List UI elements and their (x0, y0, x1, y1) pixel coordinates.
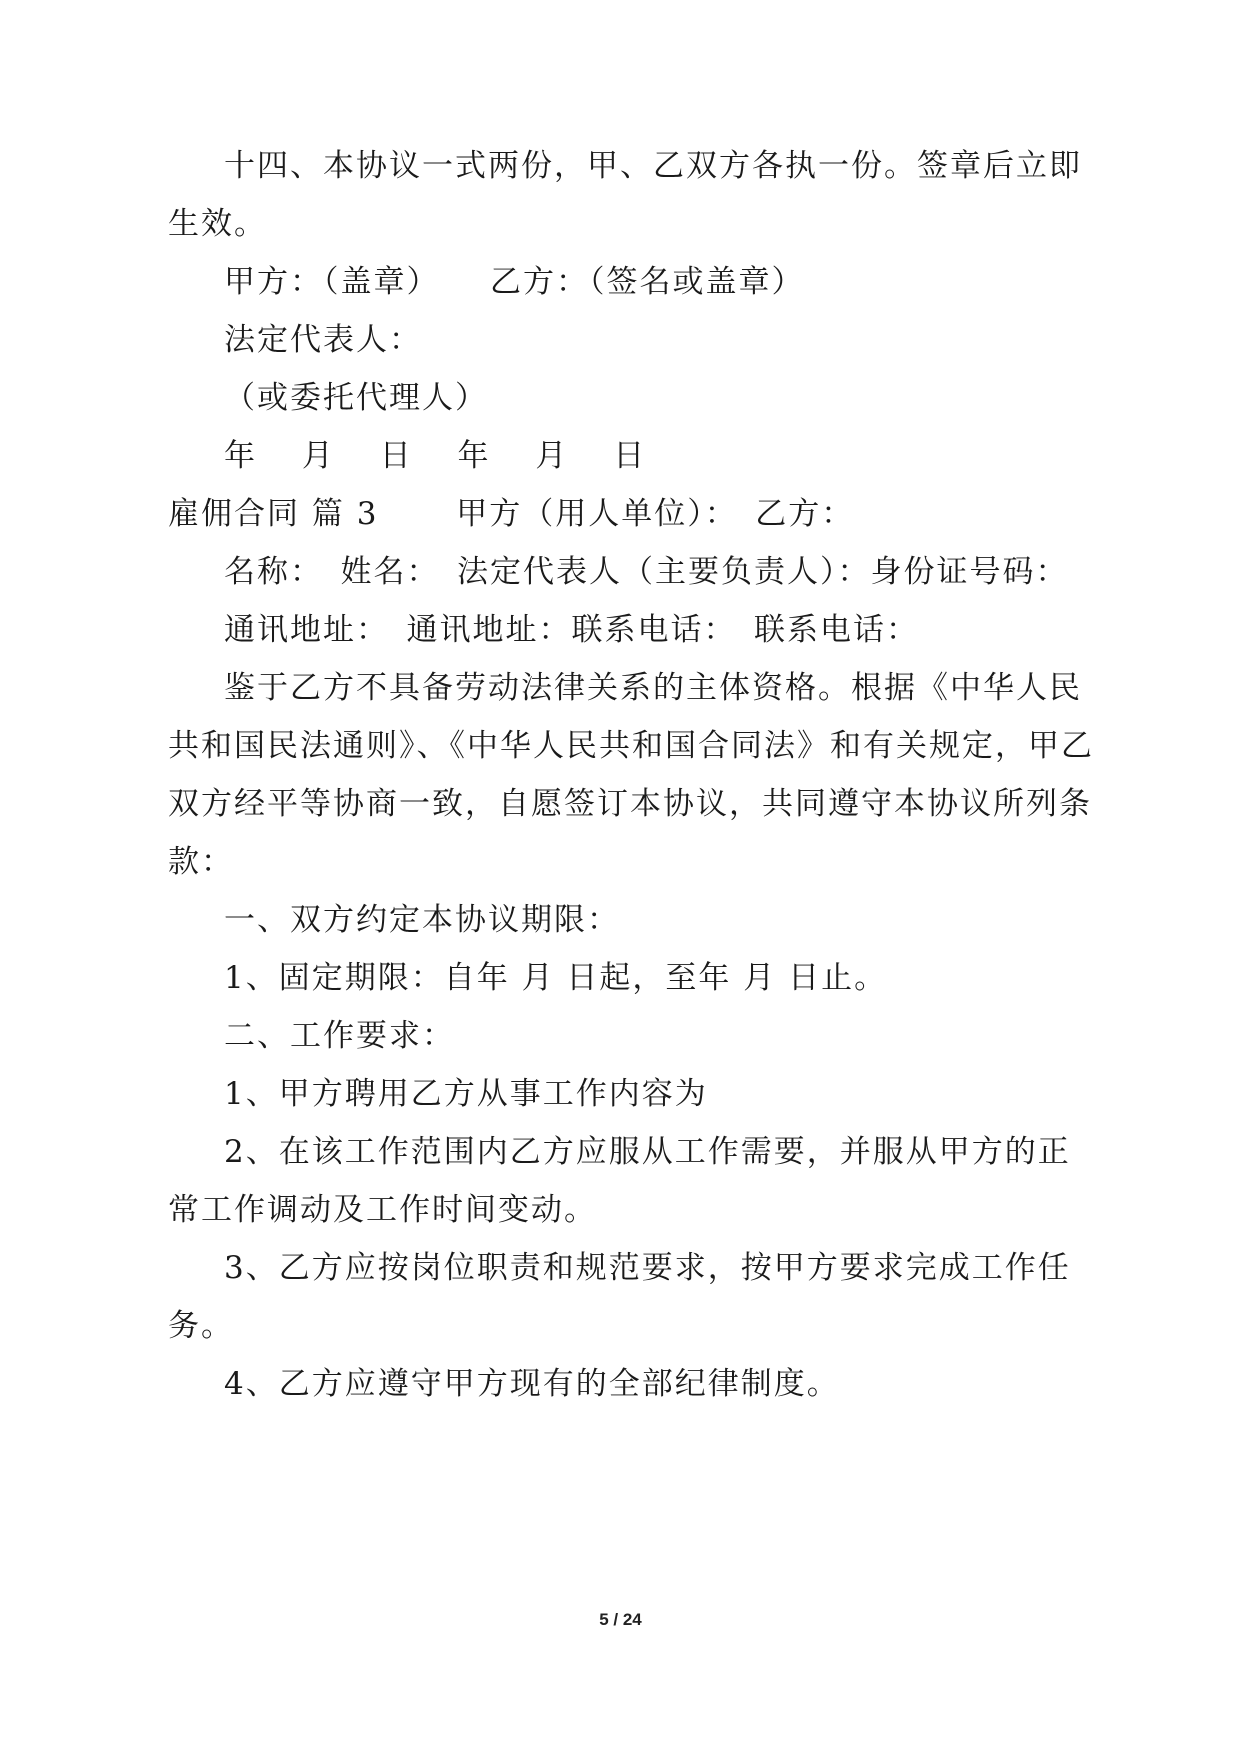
text-line: 生效。 (168, 206, 267, 242)
text-line: 二、工作要求： (224, 1018, 455, 1054)
text-line: 双方经平等协商一致，自愿签订本协议，共同遵守本协议所列条 (168, 786, 1092, 822)
text-line: 1、甲方聘用乙方从事工作内容为 (224, 1076, 708, 1112)
text-line: （或委托代理人） (224, 380, 488, 416)
text-line: 法定代表人： (224, 322, 422, 358)
text-line: 3、乙方应按岗位职责和规范要求，按甲方要求完成工作任 (224, 1250, 1071, 1286)
text-line: 4、乙方应遵守甲方现有的全部纪律制度。 (224, 1366, 840, 1402)
text-line: 常工作调动及工作时间变动。 (168, 1192, 597, 1228)
text-line: 款： (168, 844, 234, 880)
text-line: 鉴于乙方不具备劳动法律关系的主体资格。根据《中华人民 (224, 670, 1082, 706)
section-heading: 雇佣合同 篇 3 甲方（用人单位）： 乙方： (168, 496, 855, 532)
text-line: 一、双方约定本协议期限： (224, 902, 620, 938)
text-line: 甲方：（盖章） 乙方：（签名或盖章） (224, 264, 805, 300)
page-number: 5 / 24 (599, 1610, 642, 1629)
text-line: 名称： 姓名： 法定代表人（主要负责人）：身份证号码： (224, 554, 1069, 590)
text-line: 务。 (168, 1308, 234, 1344)
text-line: 1、固定期限：自年 月 日起，至年 月 日止。 (224, 960, 888, 996)
text-line: 通讯地址： 通讯地址：联系电话： 联系电话： (224, 612, 919, 648)
text-line: 十四、本协议一式两份，甲、乙双方各执一份。签章后立即 (224, 148, 1082, 184)
text-line: 2、在该工作范围内乙方应服从工作需要，并服从甲方的正 (224, 1134, 1071, 1170)
text-line: 共和国民法通则》、《中华人民共和国合同法》和有关规定，甲乙 (168, 728, 1094, 764)
text-line: 年 月 日 年 月 日 (224, 438, 647, 474)
